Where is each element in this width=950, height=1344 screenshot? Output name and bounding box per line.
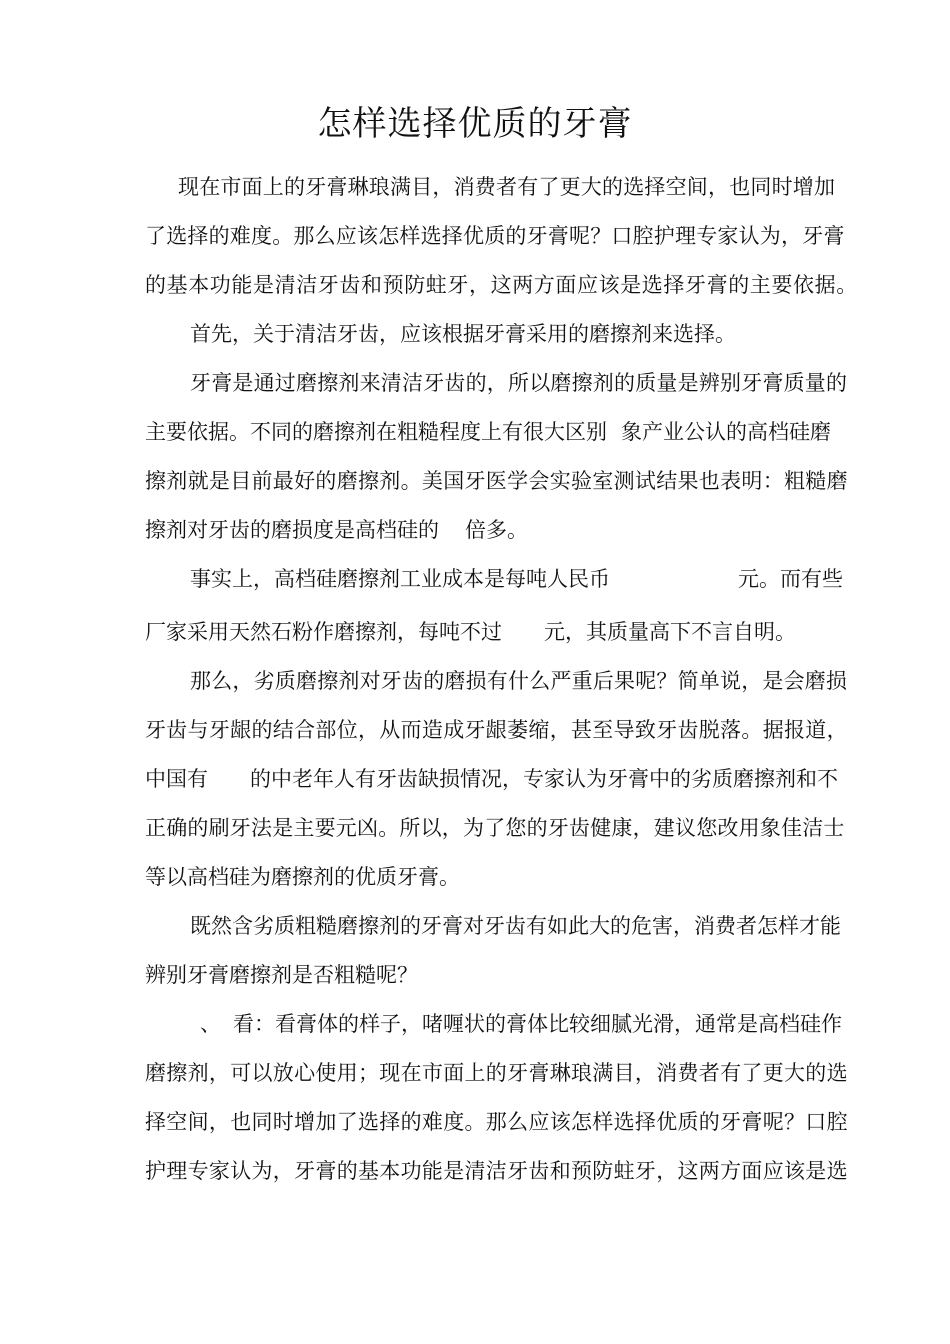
paragraph-line: 等以高档硅为磨擦剂的优质牙膏。 (145, 865, 460, 889)
line-segment: 的中老年人有牙齿缺损情况，专家认为牙膏中的劣质磨擦剂和不 (250, 767, 838, 791)
line-segment: 倍多。 (465, 518, 528, 542)
line-segment: 元。而有些 (738, 567, 843, 591)
paragraph-line: 了选择的难度。那么应该怎样选择优质的牙膏呢？口腔护理专家认为，牙膏 (145, 224, 845, 248)
line-segment: 看：看膏体的样子，啫喱状的膏体比较细腻光滑，通常是高档硅作 (233, 1012, 842, 1036)
paragraph-line: 磨擦剂，可以放心使用；现在市面上的牙膏琳琅满目，消费者有了更大的选 (145, 1061, 848, 1085)
line-segment: 元，其质量高下不言自明。 (544, 620, 796, 644)
paragraph-line: 的基本功能是清洁牙齿和预防蛀牙，这两方面应该是选择牙膏的主要依据。 (145, 273, 858, 297)
paragraph-line: 那么，劣质磨擦剂对牙齿的磨损有什么严重后果呢？简单说，是会磨损 (190, 669, 848, 693)
paragraph-line: 牙齿与牙龈的结合部位，从而造成牙龈萎缩，甚至导致牙齿脱落。据报道， (145, 718, 848, 742)
paragraph-line: 择空间，也同时增加了选择的难度。那么应该怎样选择优质的牙膏呢？口腔 (145, 1110, 848, 1134)
line-segment: 厂家采用天然石粉作磨擦剂，每吨不过 (145, 620, 502, 644)
paragraph-line: 既然含劣质粗糙磨擦剂的牙膏对牙齿有如此大的危害，消费者怎样才能 (190, 914, 841, 938)
paragraph-line (200, 1007, 934, 1041)
paragraph-line: 牙膏是通过磨擦剂来清洁牙齿的，所以磨擦剂的质量是辨别牙膏质量的 (190, 371, 848, 395)
line-segment: 擦剂对牙齿的磨损度是高档硅的 (145, 518, 439, 542)
line-segment: 主要依据。不同的磨擦剂在粗糙程度上有很大区别 (145, 420, 607, 444)
paragraph-line (145, 513, 879, 547)
line-segment: 中国有 (145, 767, 208, 791)
line-segment: 事实上，高档硅磨擦剂工业成本是每吨人民币 (190, 567, 610, 591)
paragraph-line (145, 415, 879, 449)
paragraph-line: 正确的刷牙法是主要元凶。所以，为了您的牙齿健康，建议您改用象佳洁士 (145, 816, 845, 840)
paragraph-line: 擦剂就是目前最好的磨擦剂。美国牙医学会实验室测试结果也表明：粗糙磨 (145, 469, 848, 493)
paragraph-line (145, 615, 879, 649)
paragraph-line: 首先，关于清洁牙齿，应该根据牙膏采用的磨擦剂来选择。 (190, 322, 736, 346)
document-title: 怎样选择优质的牙膏 (317, 104, 633, 144)
line-segment: 象产业公认的高档硅磨 (621, 420, 831, 444)
paragraph-line (145, 762, 879, 796)
paragraph-line (190, 562, 924, 596)
list-marker: 、 (200, 1012, 221, 1036)
paragraph-line: 辨别牙膏磨擦剂是否粗糙呢？ (145, 963, 418, 987)
paragraph-line: 现在市面上的牙膏琳琅满目，消费者有了更大的选择空间，也同时增加 (178, 175, 836, 199)
paragraph-line: 护理专家认为，牙膏的基本功能是清洁牙齿和预防蛀牙，这两方面应该是选 (145, 1159, 848, 1183)
